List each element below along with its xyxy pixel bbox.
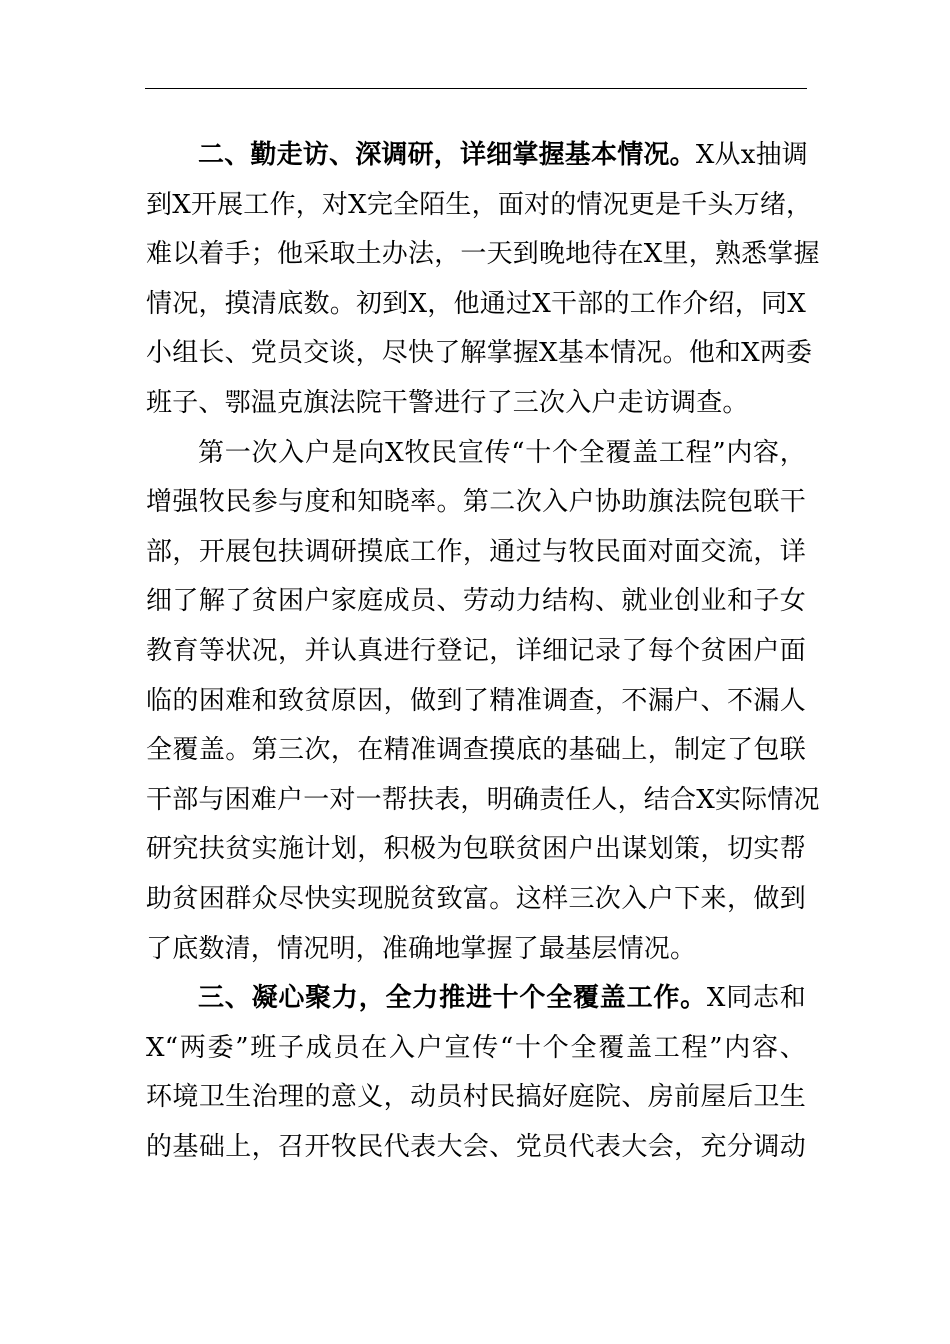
- paragraph-1: [146, 131, 820, 429]
- paragraph-line: 干部与困难户一对一帮扶表，明确责任人，结合X实际情况: [146, 784, 820, 815]
- paragraph-line: 难以着手；他采取土办法，一天到晚地待在X里，熟悉掌握: [146, 239, 820, 270]
- paragraph-line: 教育等状况，并认真进行登记，详细记录了每个贫困户面: [146, 635, 806, 666]
- paragraph-line: 增强牧民参与度和知晓率。第二次入户协助旗法院包联干: [146, 487, 806, 518]
- paragraph-line: X“两委”班子成员在入户宣传“十个全覆盖工程”内容、: [146, 1032, 806, 1063]
- section-heading-3: 三、凝心聚力，全力推进十个全覆盖工作。: [198, 983, 707, 1014]
- paragraph-line: 小组长、党员交谈，尽快了解掌握X基本情况。他和X两委: [146, 338, 813, 369]
- paragraph-line: 的基础上，召开牧民代表大会、党员代表大会，充分调动: [146, 1131, 806, 1162]
- paragraph-2: [146, 429, 820, 975]
- header-rule: [145, 88, 807, 89]
- paragraph-line: 研究扶贫实施计划，积极为包联贫困户出谋划策，切实帮: [146, 834, 806, 865]
- paragraph-line: 环境卫生治理的意义，动员村民搞好庭院、房前屋后卫生: [146, 1082, 806, 1113]
- paragraph-line: 班子、鄂温克旗法院干警进行了三次入户走访调查。: [146, 387, 749, 418]
- document-body: [146, 131, 820, 1172]
- paragraph-line: 了底数清，情况明，准确地掌握了最基层情况。: [146, 933, 697, 964]
- paragraph-3: [146, 974, 806, 1172]
- paragraph-line: 情况，摸清底数。初到X，他通过X干部的工作介绍，同X: [146, 288, 806, 319]
- paragraph-line: 细了解了贫困户家庭成员、劳动力结构、就业创业和子女: [146, 586, 806, 617]
- paragraph-line: [146, 974, 806, 1024]
- section-heading-2: 二、勤走访、深调研，详细掌握基本情况。: [198, 140, 696, 170]
- paragraph-line: 到X开展工作，对X完全陌生，面对的情况更是千头万绪，: [146, 189, 813, 220]
- paragraph-text: X同志和: [706, 983, 806, 1014]
- paragraph-line: [146, 131, 806, 181]
- paragraph-text: X从x抽调: [695, 140, 808, 170]
- paragraph-line: 全覆盖。第三次，在精准调查摸底的基础上，制定了包联: [146, 735, 806, 766]
- paragraph-line: 部，开展包扶调研摸底工作，通过与牧民面对面交流，详: [146, 536, 806, 567]
- paragraph-line: 临的困难和致贫原因，做到了精准调查，不漏户、不漏人: [146, 685, 806, 716]
- paragraph-line: 第一次入户是向X牧民宣传“十个全覆盖工程”内容，: [198, 437, 806, 468]
- paragraph-line: 助贫困群众尽快实现脱贫致富。这样三次入户下来，做到: [146, 883, 806, 914]
